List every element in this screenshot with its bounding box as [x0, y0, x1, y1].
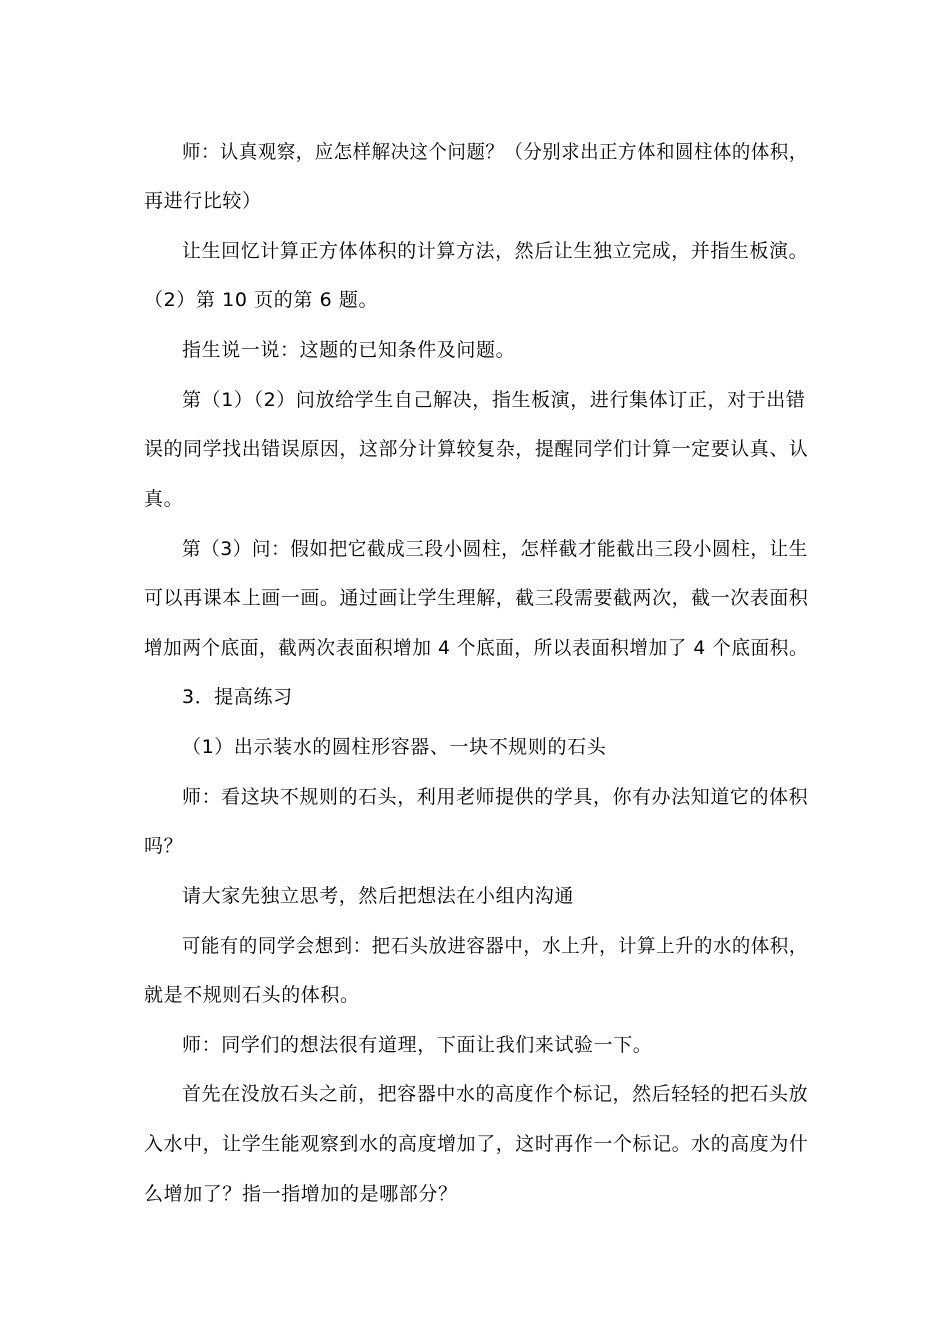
text-line: 误的同学找出错误原因，这部分计算较复杂，提醒同学们计算一定要认真、认	[144, 438, 809, 460]
text-line: 让生回忆计算正方体体积的计算方法，然后让生独立完成，并指生板演。	[182, 240, 809, 262]
text-line: （1）出示装水的圆柱形容器、一块不规则的石头	[182, 736, 607, 758]
text-line: 指生说一说：这题的已知条件及问题。	[182, 339, 516, 361]
text-line: 入水中，让学生能观察到水的高度增加了，这时再作一个标记。水的高度为什	[144, 1133, 809, 1155]
text-line: （2）第 10 页的第 6 题。	[144, 289, 379, 311]
text-line: 就是不规则石头的体积。	[144, 984, 360, 1006]
text-line: 么增加了？指一指增加的是哪部分？	[144, 1183, 458, 1205]
text-line: 可能有的同学会想到：把石头放进容器中，水上升，计算上升的水的体积，	[182, 935, 808, 957]
text-line: 师：同学们的想法很有道理，下面让我们来试验一下。	[182, 1034, 653, 1056]
text-line: 吗？	[144, 835, 184, 857]
section-heading: 3．提高练习	[182, 686, 293, 708]
text-line: 增加两个底面，截两次表面积增加 4 个底面，所以表面积增加了 4 个底面积。	[144, 637, 809, 659]
text-line: 请大家先独立思考，然后把想法在小组内沟通	[182, 885, 575, 907]
text-line: 再进行比较）	[144, 190, 262, 212]
text-line: 首先在没放石头之前，把容器中水的高度作个标记，然后轻轻的把石头放	[182, 1083, 809, 1105]
text-line: 第（3）问：假如把它截成三段小圆柱，怎样截才能截出三段小圆柱，让生	[182, 538, 808, 560]
text-line: 师：看这块不规则的石头，利用老师提供的学具，你有办法知道它的体积	[182, 786, 809, 808]
text-line: 第（1）（2）问放给学生自己解决，指生板演，进行集体订正，对于出错	[182, 389, 806, 411]
text-line: 可以再课本上画一画。通过画让学生理解，截三段需要截两次，截一次表面积	[144, 587, 809, 609]
text-line: 师：认真观察，应怎样解决这个问题？（分别求出正方体和圆柱体的体积，	[182, 141, 808, 163]
text-line: 真。	[144, 488, 184, 510]
